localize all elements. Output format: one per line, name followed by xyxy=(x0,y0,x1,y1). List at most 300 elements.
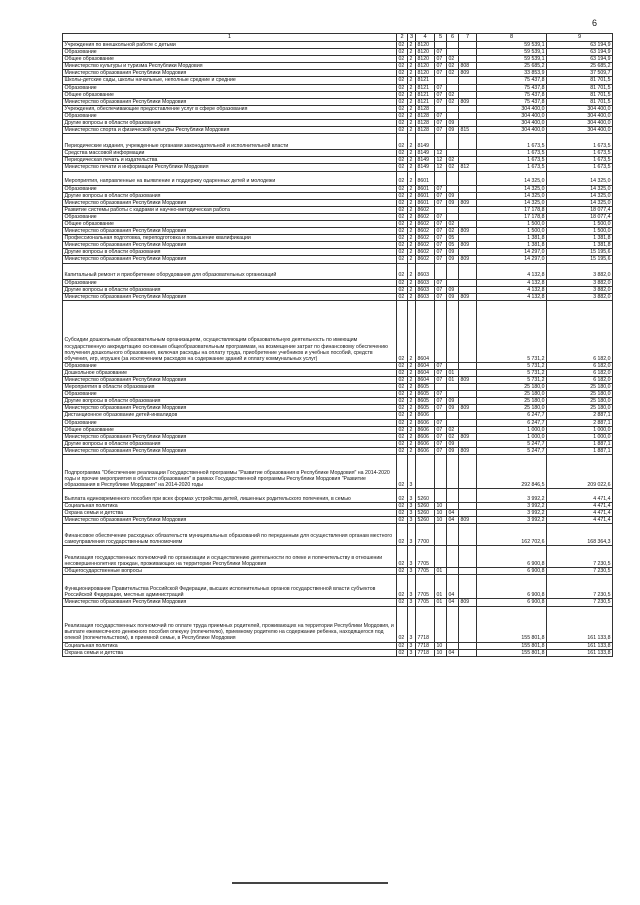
row-code-subsection: 01 xyxy=(447,377,459,384)
row-amount-year1: 304 400,0 xyxy=(477,112,547,119)
row-code-department xyxy=(459,249,477,256)
table-row xyxy=(63,77,613,84)
row-code-subsection: 09 xyxy=(447,398,459,405)
table-row xyxy=(63,199,613,206)
table-row xyxy=(63,192,613,199)
row-amount-year2: 37 509,7 xyxy=(547,70,613,77)
row-code-program: 2 xyxy=(408,134,416,150)
row-name: Министерство печати и информации Республики Мордовия xyxy=(63,164,397,171)
row-amount-year2: 18 077,4 xyxy=(547,213,613,220)
row-amount-year1: 1 500,0 xyxy=(477,228,547,235)
row-code-subsection xyxy=(447,412,459,419)
row-name: Министерство образования Республики Мордовия xyxy=(63,377,397,384)
row-amount-year2: 4 471,4 xyxy=(547,517,613,524)
table-row xyxy=(63,510,613,517)
row-code-subsection xyxy=(447,524,459,546)
table-row xyxy=(63,263,613,279)
table-row xyxy=(63,249,613,256)
row-code-target: 8603 xyxy=(416,293,435,300)
row-amount-year1: 292 846,5 xyxy=(477,455,547,489)
row-name: Министерство образования Республики Мордовия xyxy=(63,517,397,524)
row-code-section: 07 xyxy=(435,228,447,235)
row-code-target: 8120 xyxy=(416,49,435,56)
table-row xyxy=(63,433,613,440)
row-code-section xyxy=(435,134,447,150)
row-code-admin: 02 xyxy=(397,199,408,206)
row-amount-year1: 6 247,7 xyxy=(477,419,547,426)
table-row xyxy=(63,503,613,510)
row-amount-year2: 14 325,0 xyxy=(547,171,613,185)
row-code-section: 07 xyxy=(435,192,447,199)
row-code-subsection: 02 xyxy=(447,98,459,105)
row-amount-year1: 14 325,0 xyxy=(477,192,547,199)
row-code-subsection xyxy=(447,419,459,426)
row-code-admin: 02 xyxy=(397,228,408,235)
row-code-department: 809 xyxy=(459,256,477,263)
row-code-admin: 02 xyxy=(397,412,408,419)
row-code-admin: 02 xyxy=(397,362,408,369)
row-code-section: 07 xyxy=(435,120,447,127)
table-row xyxy=(63,606,613,642)
row-code-program: 2 xyxy=(408,235,416,242)
row-code-subsection: 09 xyxy=(447,286,459,293)
row-amount-year2: 1 673,5 xyxy=(547,157,613,164)
row-amount-year2: 4 471,4 xyxy=(547,510,613,517)
table-row xyxy=(63,293,613,300)
row-code-subsection: 09 xyxy=(447,447,459,454)
row-code-program: 2 xyxy=(408,171,416,185)
row-amount-year2: 25 180,0 xyxy=(547,405,613,412)
table-row xyxy=(63,235,613,242)
row-code-admin: 02 xyxy=(397,433,408,440)
row-code-section: 07 xyxy=(435,447,447,454)
row-name: Министерство образования Республики Мордовия xyxy=(63,599,397,606)
row-code-department xyxy=(459,568,477,575)
row-code-admin: 02 xyxy=(397,171,408,185)
row-amount-year2: 81 701,5 xyxy=(547,84,613,91)
row-amount-year2: 25 180,0 xyxy=(547,384,613,391)
row-amount-year1: 1 673,5 xyxy=(477,150,547,157)
row-code-department xyxy=(459,412,477,419)
row-amount-year2: 3 882,0 xyxy=(547,286,613,293)
row-code-department xyxy=(459,503,477,510)
row-code-department: 809 xyxy=(459,517,477,524)
row-amount-year2: 209 022,6 xyxy=(547,455,613,489)
row-code-program: 2 xyxy=(408,192,416,199)
row-code-department xyxy=(459,171,477,185)
row-code-admin: 02 xyxy=(397,70,408,77)
row-code-subsection xyxy=(447,300,459,362)
row-code-admin: 02 xyxy=(397,279,408,286)
row-code-target: 8603 xyxy=(416,279,435,286)
row-code-department: 808 xyxy=(459,63,477,70)
row-amount-year2: 15 195,6 xyxy=(547,256,613,263)
row-code-target: 5260 xyxy=(416,489,435,503)
row-code-admin: 02 xyxy=(397,377,408,384)
row-code-program: 2 xyxy=(408,164,416,171)
row-code-subsection xyxy=(447,568,459,575)
row-code-section: 07 xyxy=(435,286,447,293)
table-row xyxy=(63,362,613,369)
row-amount-year2: 6 182,0 xyxy=(547,377,613,384)
row-code-department: 809 xyxy=(459,405,477,412)
row-code-target: 8128 xyxy=(416,112,435,119)
row-amount-year1: 6 247,7 xyxy=(477,412,547,419)
row-code-program: 2 xyxy=(408,293,416,300)
row-code-program: 2 xyxy=(408,70,416,77)
row-code-subsection: 05 xyxy=(447,235,459,242)
row-amount-year1: 1 000,0 xyxy=(477,426,547,433)
row-amount-year2: 1 673,5 xyxy=(547,164,613,171)
column-number-header: 4 xyxy=(416,34,435,42)
row-code-program: 2 xyxy=(408,384,416,391)
row-code-target: 8604 xyxy=(416,362,435,369)
row-amount-year2: 1 500,0 xyxy=(547,228,613,235)
row-name: Социальная политика xyxy=(63,642,397,649)
row-amount-year2: 81 701,5 xyxy=(547,91,613,98)
row-code-subsection: 02 xyxy=(447,426,459,433)
row-code-program: 2 xyxy=(408,249,416,256)
row-amount-year2: 304 400,0 xyxy=(547,105,613,112)
row-amount-year1: 5 731,2 xyxy=(477,369,547,376)
row-code-section: 07 xyxy=(435,433,447,440)
row-code-section: 07 xyxy=(435,279,447,286)
row-code-department xyxy=(459,213,477,220)
row-code-admin: 02 xyxy=(397,49,408,56)
row-amount-year1: 3 992,2 xyxy=(477,503,547,510)
row-code-admin: 02 xyxy=(397,568,408,575)
row-code-admin: 02 xyxy=(397,192,408,199)
row-code-target: 8603 xyxy=(416,286,435,293)
row-code-section xyxy=(435,263,447,279)
row-code-section xyxy=(435,489,447,503)
row-code-target: 8121 xyxy=(416,84,435,91)
row-code-admin: 02 xyxy=(397,249,408,256)
row-amount-year2: 14 325,0 xyxy=(547,199,613,206)
row-name: Реализация государственных полномочий по оплате труда приемных родителей, проживающих на территории Республики Мордовия, и выплате ежемесячного денежного пособия опекуну (попечителю), приемному родителю на содержание ребенка, находящегося под опекой (попечительством), в приемной семье, в Республике Мордовия xyxy=(63,606,397,642)
row-name: Финансовое обеспечение расходных обязательств муниципальных образований по переданным для осуществления органам местного самоуправления государственным полномочиям xyxy=(63,524,397,546)
table-row xyxy=(63,489,613,503)
row-name: Министерство образования Республики Мордовия xyxy=(63,98,397,105)
row-code-admin: 02 xyxy=(397,300,408,362)
row-code-department xyxy=(459,105,477,112)
row-amount-year1: 6 900,8 xyxy=(477,568,547,575)
row-code-department xyxy=(459,220,477,227)
row-name: Образование xyxy=(63,49,397,56)
row-code-department: 812 xyxy=(459,164,477,171)
row-code-target: 8606 xyxy=(416,433,435,440)
table-row xyxy=(63,369,613,376)
table-row xyxy=(63,398,613,405)
row-code-program: 2 xyxy=(408,84,416,91)
row-amount-year1: 6 900,8 xyxy=(477,575,547,599)
row-code-department xyxy=(459,510,477,517)
row-name: Образование xyxy=(63,391,397,398)
table-row xyxy=(63,213,613,220)
row-code-program: 2 xyxy=(408,369,416,376)
table-row xyxy=(63,384,613,391)
row-code-department xyxy=(459,84,477,91)
row-code-target: 8602 xyxy=(416,228,435,235)
row-code-section: 10 xyxy=(435,517,447,524)
row-code-program: 3 xyxy=(408,503,416,510)
row-amount-year2: 1 000,0 xyxy=(547,426,613,433)
row-code-admin: 02 xyxy=(397,489,408,503)
row-code-department xyxy=(459,263,477,279)
row-code-subsection xyxy=(447,105,459,112)
row-amount-year1: 6 900,8 xyxy=(477,599,547,606)
table-row xyxy=(63,42,613,49)
row-code-section: 01 xyxy=(435,575,447,599)
row-code-admin: 02 xyxy=(397,524,408,546)
row-amount-year1: 17 178,8 xyxy=(477,206,547,213)
row-code-target: 7705 xyxy=(416,599,435,606)
row-code-department: 809 xyxy=(459,228,477,235)
row-code-admin: 02 xyxy=(397,510,408,517)
row-code-section: 07 xyxy=(435,419,447,426)
row-code-department xyxy=(459,489,477,503)
row-name: Министерство культуры и туризма Республики Мордовия xyxy=(63,63,397,70)
row-code-program: 3 xyxy=(408,599,416,606)
row-code-section: 07 xyxy=(435,256,447,263)
row-amount-year1: 17 178,8 xyxy=(477,213,547,220)
row-name: Реализация государственных полномочий по организации и осуществлению деятельности по опеке и попечительству в отношении несовершеннолетних граждан, проживающих на территории Республики Мордовия xyxy=(63,546,397,568)
row-code-admin: 02 xyxy=(397,105,408,112)
row-code-target: 8602 xyxy=(416,249,435,256)
row-code-program: 2 xyxy=(408,256,416,263)
row-code-program: 2 xyxy=(408,362,416,369)
row-code-department xyxy=(459,391,477,398)
row-code-section: 07 xyxy=(435,235,447,242)
row-amount-year2: 14 325,0 xyxy=(547,185,613,192)
row-code-program: 2 xyxy=(408,286,416,293)
row-code-program: 2 xyxy=(408,426,416,433)
row-code-subsection xyxy=(447,455,459,489)
row-code-department xyxy=(459,120,477,127)
row-code-program: 2 xyxy=(408,150,416,157)
row-name: Другие вопросы в области образования xyxy=(63,398,397,405)
row-code-subsection: 02 xyxy=(447,63,459,70)
row-code-department xyxy=(459,419,477,426)
row-code-admin: 02 xyxy=(397,63,408,70)
row-code-program: 2 xyxy=(408,263,416,279)
row-code-subsection xyxy=(447,213,459,220)
row-name: Учреждения, обеспечивающие предоставление услуг в сфере образования xyxy=(63,105,397,112)
row-code-program: 2 xyxy=(408,42,416,49)
row-code-subsection: 02 xyxy=(447,220,459,227)
row-code-department: 809 xyxy=(459,447,477,454)
row-code-target: 8121 xyxy=(416,77,435,84)
row-name: Учреждения по внешкольной работе с детьми xyxy=(63,42,397,49)
row-code-target: 8602 xyxy=(416,220,435,227)
row-code-section: 07 xyxy=(435,112,447,119)
row-code-admin: 02 xyxy=(397,263,408,279)
row-code-subsection: 02 xyxy=(447,228,459,235)
row-code-subsection: 09 xyxy=(447,293,459,300)
row-code-subsection xyxy=(447,384,459,391)
row-code-section: 07 xyxy=(435,84,447,91)
row-code-admin: 02 xyxy=(397,517,408,524)
row-code-department xyxy=(459,440,477,447)
row-amount-year1: 59 539,1 xyxy=(477,42,547,49)
row-name: Другие вопросы в области образования xyxy=(63,249,397,256)
row-code-program: 2 xyxy=(408,77,416,84)
row-amount-year2: 1 381,8 xyxy=(547,235,613,242)
row-name: Образование xyxy=(63,185,397,192)
row-code-target: 8601 xyxy=(416,171,435,185)
row-amount-year2: 4 471,4 xyxy=(547,503,613,510)
row-code-subsection xyxy=(447,642,459,649)
row-code-department xyxy=(459,185,477,192)
row-name: Другие вопросы в области образования xyxy=(63,192,397,199)
row-code-program: 2 xyxy=(408,433,416,440)
row-code-admin: 02 xyxy=(397,150,408,157)
row-code-admin: 02 xyxy=(397,185,408,192)
row-code-department xyxy=(459,649,477,656)
row-amount-year2: 1 500,0 xyxy=(547,220,613,227)
row-code-admin: 02 xyxy=(397,293,408,300)
row-code-target: 8606 xyxy=(416,412,435,419)
row-code-admin: 02 xyxy=(397,157,408,164)
row-amount-year1: 59 539,1 xyxy=(477,49,547,56)
row-code-target: 8120 xyxy=(416,56,435,63)
row-code-program: 3 xyxy=(408,524,416,546)
row-code-subsection xyxy=(447,263,459,279)
row-code-target: 8128 xyxy=(416,105,435,112)
row-amount-year1: 155 801,8 xyxy=(477,642,547,649)
row-code-admin: 02 xyxy=(397,649,408,656)
row-code-target: 8601 xyxy=(416,185,435,192)
row-amount-year2: 1 887,1 xyxy=(547,447,613,454)
row-code-department xyxy=(459,300,477,362)
row-name: Подпрограмма "Обеспечение реализации Государственной программы "Развитие образования в Республике Мордовия" на 2014-2020 годы и прочие мероприятия в области образования" в рамках Государственной программы Республики Мордовия "Развитие образования в Республике Мордовия" на 2014-2020 годы xyxy=(63,455,397,489)
row-code-department: 809 xyxy=(459,70,477,77)
row-code-program: 2 xyxy=(408,157,416,164)
table-row xyxy=(63,412,613,419)
row-code-department xyxy=(459,362,477,369)
row-amount-year1: 3 992,2 xyxy=(477,517,547,524)
row-code-section xyxy=(435,300,447,362)
row-name: Дошкольное образование xyxy=(63,369,397,376)
row-code-subsection: 02 xyxy=(447,70,459,77)
row-amount-year2: 2 887,1 xyxy=(547,412,613,419)
row-name: Образование xyxy=(63,279,397,286)
row-code-target: 8602 xyxy=(416,235,435,242)
table-row xyxy=(63,599,613,606)
table-row xyxy=(63,517,613,524)
row-name: Субсидии дошкольным образовательным организациям, осуществляющим образовательную деятельность по имеющим государственную аккредитацию основным общеобразовательным программам, на возмещение затрат по финансовому обеспечению получения дошкольного образования, включая расходы на оплату труда, приобретение учебников и учебных пособий, средств обучения, игр, игрушек (за исключением расходов на содержание зданий и оплату коммунальных услуг) xyxy=(63,300,397,362)
row-code-admin: 02 xyxy=(397,206,408,213)
row-code-section xyxy=(435,206,447,213)
row-name: Общее образование xyxy=(63,426,397,433)
row-code-subsection xyxy=(447,171,459,185)
row-code-section: 10 xyxy=(435,510,447,517)
row-code-subsection: 09 xyxy=(447,120,459,127)
row-amount-year1: 155 801,8 xyxy=(477,606,547,642)
row-amount-year2: 3 882,0 xyxy=(547,263,613,279)
row-name: Дистанционное образование детей-инвалидов xyxy=(63,412,397,419)
row-code-program: 2 xyxy=(408,220,416,227)
row-code-program: 2 xyxy=(408,63,416,70)
row-code-subsection xyxy=(447,134,459,150)
row-code-department xyxy=(459,206,477,213)
row-code-admin: 02 xyxy=(397,606,408,642)
row-amount-year1: 75 437,8 xyxy=(477,77,547,84)
row-amount-year2: 15 195,6 xyxy=(547,249,613,256)
row-name: Министерство образования Республики Мордовия xyxy=(63,256,397,263)
row-amount-year2: 1 673,5 xyxy=(547,134,613,150)
table-row xyxy=(63,426,613,433)
row-code-subsection: 09 xyxy=(447,192,459,199)
row-code-program: 2 xyxy=(408,213,416,220)
row-code-section: 07 xyxy=(435,220,447,227)
column-number-header: 8 xyxy=(477,34,547,42)
row-amount-year1: 14 325,0 xyxy=(477,199,547,206)
table-row xyxy=(63,185,613,192)
row-code-program: 3 xyxy=(408,606,416,642)
row-code-department xyxy=(459,575,477,599)
row-name: Мероприятия в области образования xyxy=(63,384,397,391)
row-code-department xyxy=(459,642,477,649)
row-code-department: 809 xyxy=(459,433,477,440)
column-number-header: 6 xyxy=(447,34,459,42)
row-code-target: 8120 xyxy=(416,63,435,70)
row-code-program: 2 xyxy=(408,228,416,235)
row-amount-year1: 25 180,0 xyxy=(477,405,547,412)
table-row xyxy=(63,49,613,56)
row-code-section xyxy=(435,524,447,546)
row-code-section: 01 xyxy=(435,599,447,606)
row-amount-year2: 25 685,2 xyxy=(547,63,613,70)
row-code-target: 8149 xyxy=(416,134,435,150)
row-name: Общее образование xyxy=(63,56,397,63)
row-amount-year2: 1 887,1 xyxy=(547,440,613,447)
row-code-subsection: 04 xyxy=(447,599,459,606)
row-code-section xyxy=(435,455,447,489)
row-amount-year2: 7 230,5 xyxy=(547,599,613,606)
row-amount-year1: 6 900,8 xyxy=(477,546,547,568)
row-code-program: 2 xyxy=(408,127,416,134)
row-code-program: 3 xyxy=(408,568,416,575)
row-code-program: 2 xyxy=(408,199,416,206)
row-code-target: 8604 xyxy=(416,369,435,376)
row-code-program: 3 xyxy=(408,517,416,524)
row-code-section: 07 xyxy=(435,91,447,98)
row-code-section: 07 xyxy=(435,127,447,134)
row-code-section xyxy=(435,412,447,419)
row-amount-year2: 3 882,0 xyxy=(547,279,613,286)
row-code-target: 7718 xyxy=(416,642,435,649)
row-code-admin: 02 xyxy=(397,286,408,293)
row-amount-year2: 25 180,0 xyxy=(547,391,613,398)
row-code-program: 2 xyxy=(408,56,416,63)
row-name: Периодические издания, учрежденные органами законодательной и исполнительной власти xyxy=(63,134,397,150)
row-amount-year2: 161 133,8 xyxy=(547,606,613,642)
row-code-target: 7718 xyxy=(416,606,435,642)
row-code-program: 2 xyxy=(408,105,416,112)
row-name: Образование xyxy=(63,362,397,369)
row-name: Министерство образования Республики Мордовия xyxy=(63,242,397,249)
row-code-department: 809 xyxy=(459,599,477,606)
row-code-program: 2 xyxy=(408,120,416,127)
row-amount-year1: 1 000,0 xyxy=(477,433,547,440)
row-name: Образование xyxy=(63,112,397,119)
row-code-section xyxy=(435,105,447,112)
row-code-section: 07 xyxy=(435,49,447,56)
row-amount-year1: 25 180,0 xyxy=(477,384,547,391)
table-row xyxy=(63,70,613,77)
row-code-admin: 02 xyxy=(397,77,408,84)
